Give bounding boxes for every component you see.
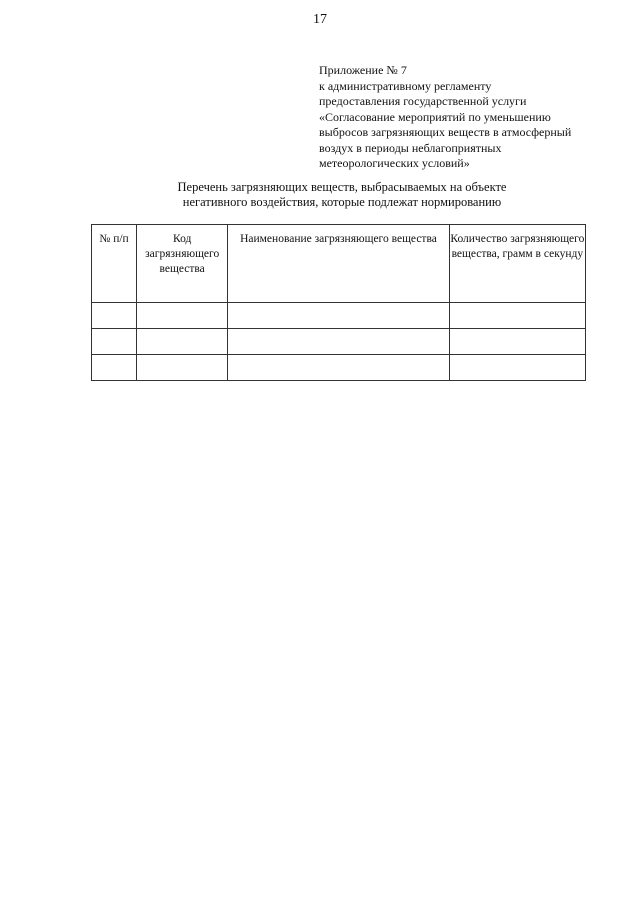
header-code: Код загрязняющего вещества [137, 225, 228, 303]
header-number: № п/п [92, 225, 137, 303]
table-cell [449, 329, 585, 355]
appendix-line: метеорологических условий» [319, 156, 470, 170]
table-cell [137, 303, 228, 329]
title-line-2: негативного воздействия, которые подлежат нормированию [182, 195, 502, 209]
pollutants-table [91, 224, 586, 381]
appendix-line: к административному регламенту [319, 78, 492, 93]
table-row [92, 303, 586, 329]
table-row [92, 329, 586, 355]
table-cell [228, 329, 449, 355]
appendix-line: выбросов загрязняющих веществ в атмосферный [319, 125, 572, 139]
appendix-line: предоставления государственной услуги [319, 94, 527, 108]
page-number: 17 [313, 12, 327, 27]
header-quantity: Количество загрязняющего вещества, грамм в секунду [449, 225, 585, 303]
table-cell [137, 355, 228, 381]
table-cell [92, 329, 137, 355]
table-cell [449, 303, 585, 329]
table-cell [92, 355, 137, 381]
document-title [0, 180, 640, 210]
appendix-line: «Согласование мероприятий по уменьшению [319, 109, 551, 124]
table-cell [137, 329, 228, 355]
table-row [92, 355, 586, 381]
title-line-1: Перечень загрязняющих веществ, выбрасываемых на объекте [177, 180, 507, 194]
table-header-row [92, 225, 586, 303]
header-name: Наименование загрязняющего вещества [228, 225, 449, 303]
appendix-line: воздух в периоды неблагоприятных [319, 140, 502, 155]
table-cell [92, 303, 137, 329]
table-cell [228, 303, 449, 329]
table-cell [449, 355, 585, 381]
appendix-note [319, 63, 619, 172]
appendix-line: Приложение № 7 [319, 63, 407, 77]
table-cell [228, 355, 449, 381]
